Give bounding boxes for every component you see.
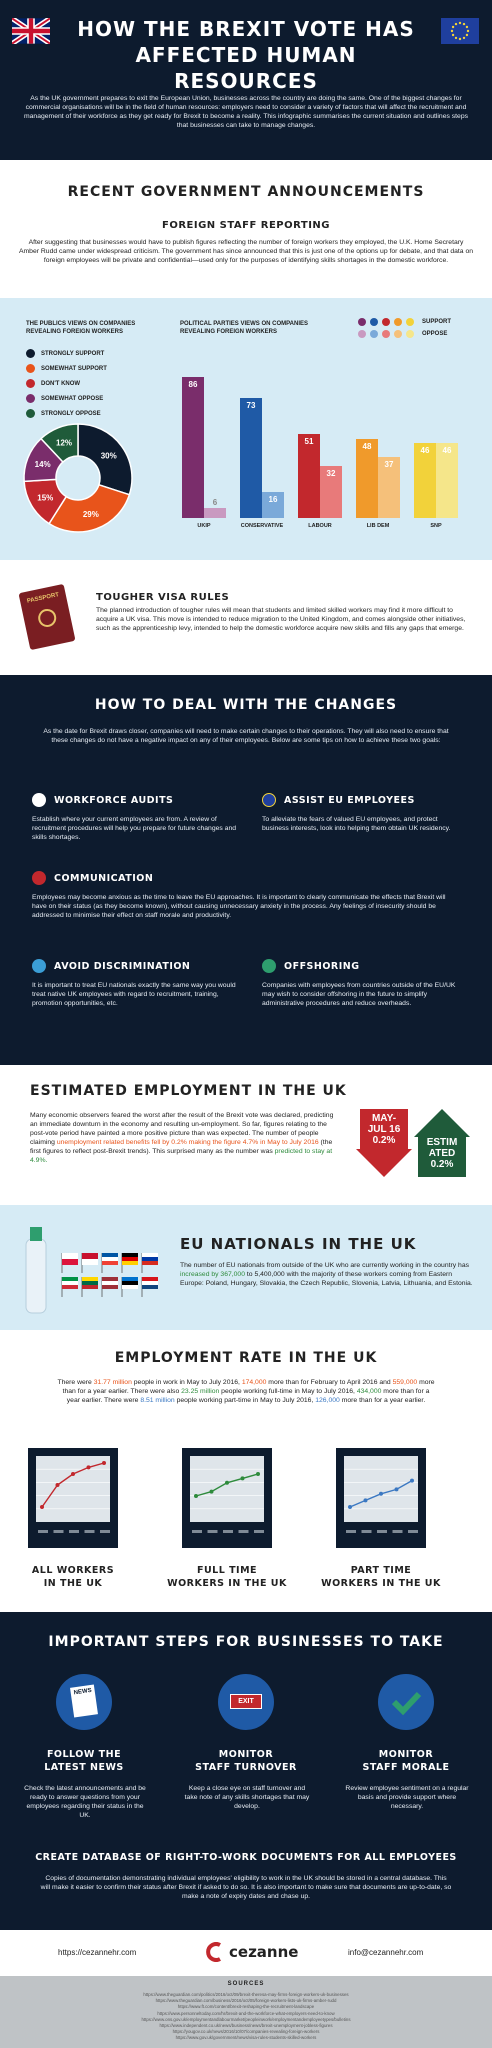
bar-category-label: LABOUR	[308, 523, 332, 529]
tip-avoid-discrimination	[32, 959, 242, 1008]
data-point	[241, 1476, 245, 1480]
bar-group	[354, 354, 412, 529]
flag-stripe	[102, 1257, 118, 1261]
flag-stripe	[122, 1261, 138, 1265]
source-link[interactable]: https://www.ons.gov.uk/employmentandlabourmarket/peopleinwork/employmentandemployeetypes/bulletins	[141, 2016, 351, 2022]
chart-caption: FULL TIME	[196, 1565, 258, 1576]
bar-category-label: SNP	[430, 523, 442, 529]
flag-stripe	[62, 1285, 78, 1289]
data-point	[410, 1479, 414, 1483]
bar-value-label: 86	[188, 379, 198, 389]
data-point	[87, 1465, 91, 1469]
section-title: RECENT GOVERNMENT ANNOUNCEMENTS	[67, 184, 425, 200]
data-point	[395, 1487, 399, 1491]
tick-mark	[254, 1530, 264, 1533]
bar-value-label: 51	[304, 437, 314, 447]
bottle-cap	[30, 1227, 42, 1241]
bar-support	[356, 439, 378, 518]
pie-chart	[22, 422, 134, 534]
legend-dot	[394, 330, 402, 338]
legend-swatch	[26, 394, 35, 403]
flag-stripe	[122, 1257, 138, 1261]
section-title: ESTIMATED EMPLOYMENT IN THE UK	[30, 1083, 347, 1099]
database-text: Copies of documentation demonstrating individual employees' eligibility to work in the UK should be stored in a central database. This will make it easier to confirm their status after Brexit if asked to do so. It is also important to make sure that documents are up-to-date, so make a note of expiry dates and chase up.	[40, 1875, 452, 1900]
legend-label: SOMEWHAT OPPOSE	[41, 395, 104, 402]
data-point	[71, 1472, 75, 1476]
arrow-value: 0.2%	[372, 1135, 396, 1146]
tip-title: COMMUNICATION	[54, 872, 154, 884]
bar-oppose	[262, 492, 284, 518]
data-point	[256, 1472, 260, 1476]
bar-category-label: LIB DEM	[366, 523, 390, 529]
bar-value-label: 32	[326, 468, 336, 478]
visa-section	[0, 560, 492, 675]
step-text: Keep a close eye on staff turnover and take note of any skills shortages that may develop.	[184, 1785, 310, 1810]
flag-stripe	[82, 1281, 98, 1285]
flag-stripe	[62, 1259, 78, 1265]
passport-label: PASSPORT	[26, 592, 60, 605]
step-title: MONITOR	[218, 1749, 274, 1760]
bar-group	[412, 354, 470, 529]
footer	[0, 1930, 492, 1976]
eu-star	[467, 30, 469, 32]
flag-stripe	[142, 1285, 158, 1289]
flag-stripe	[142, 1257, 158, 1261]
text-part: Many economic observers feared the worst after the result of the Brexit vote was declared, predicting an immediate downturn in the economy and resulting un-employment. So far, figures relating to the post-vote period have painted a more positive picture than was expected. The number of people claiming	[30, 1112, 334, 1146]
email-link[interactable]: info@cezannehr.com	[348, 1948, 424, 1957]
exit-icon	[218, 1674, 274, 1730]
tick-mark	[85, 1530, 95, 1533]
up-arrow-icon	[414, 1109, 470, 1177]
sources-list	[40, 1992, 452, 2042]
chart-caption: IN THE UK	[43, 1578, 103, 1589]
rate-text: There were 31.77 million people in work in May to July 2016, 174,000 more than for February to April 2016 and 559,000 more than for a year earlier. There were also 23.25 million people working full-time in May to July 2016, 434,000 more than for a year earlier. There were 8.51 million people working part-time in May to July 2016, 126,000 more than for a year earlier.	[57, 1379, 435, 1404]
employment-rate-section	[0, 1330, 492, 1612]
pie-slice-label: 12%	[56, 438, 73, 448]
eu-star	[466, 34, 468, 36]
data-point	[364, 1498, 368, 1502]
foreign-staff-text: After suggesting that businesses would have to publish figures reflecting the number of foreign workers they employed, the U.K. Home Secretary Amber Rudd came under widespread criticism. The government has since announced that this is just one of the options up for debate, and that data on foreign employees will be private and confidential—used only for the purposes of identifying skills shortages in the domestic workforce.	[18, 239, 474, 264]
bar-chart	[180, 350, 470, 529]
eu-text	[180, 1261, 474, 1288]
down-arrow-icon	[356, 1109, 412, 1177]
arrow-label: MAY-	[371, 1113, 397, 1124]
legend-swatch	[26, 364, 35, 373]
bar-support	[414, 443, 436, 518]
flag-stripe	[142, 1261, 158, 1265]
pie-slice-label: 29%	[82, 509, 99, 519]
legend-swatch	[26, 349, 35, 358]
eu-star	[463, 23, 465, 25]
tip-text: Establish where your current employees are from. A review of recruitment procedures will help you prepare for future changes and skills shortages.	[32, 816, 237, 841]
tip-title: AVOID DISCRIMINATION	[54, 960, 191, 972]
changes-section	[0, 675, 492, 1065]
source-link[interactable]: https://www.independent.co.uk/news/business/news/brexit-unemployment-jobless-figures	[159, 2023, 333, 2029]
globe-icon	[262, 959, 276, 973]
pie-chart-title: THE PUBLICS VIEWS ON COMPANIES REVEALING FOREIGN WORKERS	[26, 321, 136, 335]
bar-group	[180, 354, 238, 529]
legend-dot	[394, 318, 402, 326]
text-part: to 5,400,000 with the majority of these workers coming from Eastern Europe: Poland, Hungary, Slovakia, the Czech Republic, Slovenia, Latvia, Lithuania, and Estonia.	[180, 1271, 473, 1287]
legend-swatch	[26, 379, 35, 388]
source-link[interactable]: https://www.theguardian.com/business/2016/oct/05/foreign-workers-lists-uk-firms-amber-rudd	[155, 1998, 337, 2004]
legend-dot	[382, 318, 390, 326]
text-part: The number of EU nationals from outside of the UK who are currently working in the country has	[180, 1262, 470, 1269]
bar-oppose	[320, 466, 342, 518]
tip-offshoring	[262, 959, 462, 1008]
data-point	[225, 1481, 229, 1485]
government-section	[0, 160, 492, 298]
page-title-line2: AFFECTED HUMAN RESOURCES	[135, 43, 357, 93]
tick-mark	[239, 1530, 249, 1533]
step-text: Check the latest announcements and be ready to answer questions from your employees regarding their status in the UK.	[24, 1785, 146, 1819]
section-title: EU NATIONALS IN THE UK	[180, 1235, 417, 1253]
check-icon	[378, 1674, 434, 1730]
legend-dot	[406, 318, 414, 326]
highlight-green: predicted to stay at 4.9%.	[30, 1148, 333, 1164]
bar-category-label: CONSERVATIVE	[240, 523, 284, 529]
flag-stripe	[102, 1281, 118, 1285]
legend-label: DON'T KNOW	[41, 380, 81, 387]
flag-stripe	[122, 1281, 138, 1285]
line-chart-all	[28, 1448, 118, 1548]
changes-intro: As the date for Brexit draws closer, companies will need to make certain changes to their operations. They will also need to ensure that these changes do not have a negative impact on any of their employees. Below are some tips on how to achieve these two goals:	[43, 728, 449, 744]
data-point	[210, 1490, 214, 1494]
eu-star	[463, 37, 465, 39]
legend-oppose-label: OPPOSE	[422, 331, 448, 337]
tip-assist-eu	[262, 793, 462, 833]
tick-mark	[362, 1530, 372, 1533]
pie-slice-label: 15%	[37, 493, 54, 503]
step-title: FOLLOW THE	[46, 1749, 122, 1760]
flag-stripe	[142, 1277, 158, 1281]
eu-star	[455, 23, 457, 25]
flag-stripe	[122, 1277, 138, 1281]
legend-label: SOMEWHAT SUPPORT	[41, 365, 107, 372]
arrow-label: ESTIM	[426, 1137, 458, 1148]
legend-dot	[406, 330, 414, 338]
bar-oppose	[204, 498, 226, 518]
step-title: MONITOR	[378, 1749, 434, 1760]
subsection-title: FOREIGN STAFF REPORTING	[161, 220, 330, 231]
line-chart-parttime	[336, 1448, 426, 1548]
data-point	[194, 1494, 198, 1498]
highlight-red: unemployment related benefits fell by 0.2% making the figure 4.7% in May to July 2016	[56, 1139, 319, 1146]
flag-stripe	[122, 1285, 138, 1289]
chart-caption: WORKERS IN THE UK	[167, 1578, 287, 1589]
tip-communication	[32, 871, 462, 920]
bar-oppose	[436, 443, 458, 518]
eu-star	[455, 37, 457, 39]
chart-plot-area	[36, 1456, 110, 1522]
bar-value-label: 37	[384, 460, 394, 470]
bar-group	[296, 354, 354, 529]
scale-icon	[32, 959, 46, 973]
bar-value-label: 46	[420, 445, 430, 455]
flag-stripe	[102, 1285, 118, 1289]
eu-star	[466, 26, 468, 28]
flag-stripe	[102, 1277, 118, 1281]
legend-dot	[370, 330, 378, 338]
visa-title: TOUGHER VISA RULES	[96, 592, 230, 603]
chart-plot-area	[190, 1456, 264, 1522]
highlight-green: increased by 367,000	[180, 1271, 245, 1278]
chart-caption: WORKERS IN THE UK	[321, 1578, 441, 1589]
eu-flag-icon	[441, 18, 479, 44]
bar-support	[298, 434, 320, 518]
bar-value-label: 6	[212, 498, 218, 508]
step-text: Review employee sentiment on a regular basis and provide support where necessary.	[345, 1785, 469, 1810]
data-point	[379, 1492, 383, 1496]
tip-title: WORKFORCE AUDITS	[54, 794, 174, 806]
sources-section	[0, 1976, 492, 2048]
header	[0, 0, 492, 160]
bar-value-label: 73	[246, 401, 256, 411]
bar-value-label: 46	[442, 445, 452, 455]
legend-dot	[358, 330, 366, 338]
uk-flag-icon	[12, 18, 50, 44]
tick-mark	[346, 1530, 356, 1533]
tick-mark	[377, 1530, 387, 1533]
step-title: LATEST NEWS	[44, 1762, 124, 1773]
source-link[interactable]: https://www.personneltoday.com/hr/brexit-and-the-workforce-what-employers-need-to-know	[157, 2010, 335, 2016]
flag-stripe	[142, 1253, 158, 1257]
bar-support	[240, 398, 262, 518]
bar-legend	[358, 316, 478, 340]
data-point	[348, 1505, 352, 1509]
visa-text: The planned introduction of tougher rules will mean that students and limited skilled workers may find it more difficult to acquire a UK visa. This move is intended to reduce migration to the United Kingdom, and comes alongside other initiatives, such as the apprenticeship levy, intended to help the domestic workforce acquire new skills and fills any gaps that emerge.	[96, 607, 466, 632]
chart-plot-area	[344, 1456, 418, 1522]
tip-title: OFFSHORING	[284, 960, 360, 972]
legend-support-label: SUPPORT	[422, 319, 452, 325]
eu-star	[451, 30, 453, 32]
source-link[interactable]: https://www.theguardian.com/politics/2016/oct/09/brexit-theresa-may-firms-foreign-workers-uk-businesses	[143, 1992, 349, 1997]
bar-value-label: 16	[268, 494, 278, 504]
tick-mark	[393, 1530, 403, 1533]
legend-label: STRONGLY OPPOSE	[41, 410, 101, 417]
flags-bottle-illustration	[22, 1219, 172, 1319]
flag-stripe	[82, 1285, 98, 1289]
data-point	[56, 1483, 60, 1487]
tip-workforce-audits	[32, 793, 242, 842]
passport-icon	[18, 584, 75, 650]
page-title-line1: HOW THE BREXIT VOTE HAS	[77, 17, 415, 41]
source-link[interactable]: https://yougov.co.uk/news/2016/10/07/companies-revealing-foreign-workers	[172, 2029, 320, 2035]
arrow-value: 0.2%	[430, 1159, 454, 1170]
exit-badge: EXIT	[230, 1694, 262, 1709]
tick-mark	[100, 1530, 110, 1533]
flag-stripe	[122, 1253, 138, 1257]
arrow-label: ATED	[428, 1148, 456, 1159]
news-icon	[56, 1674, 112, 1730]
text-part: (the first figures to reflect post-Brexit trends). This surprised many as the number was	[30, 1139, 333, 1155]
eu-nationals-section	[0, 1205, 492, 1330]
employment-text	[30, 1111, 340, 1165]
tip-text: It is important to treat EU nationals exactly the same way you would treat native UK employees with regard to recruitment, training, promotion opportunities, etc.	[32, 982, 236, 1007]
website-link[interactable]: https://cezannehr.com	[58, 1948, 137, 1957]
section-title: EMPLOYMENT RATE IN THE UK	[114, 1350, 378, 1366]
eu-star	[459, 38, 461, 40]
flag-stripe	[102, 1253, 118, 1257]
flag-stripe	[82, 1253, 98, 1259]
cezanne-logo	[206, 1942, 298, 1962]
charts-section	[0, 298, 492, 560]
legend-label: STRONGLY SUPPORT	[41, 350, 105, 357]
data-point	[102, 1461, 106, 1465]
step-title: STAFF MORALE	[362, 1762, 450, 1773]
flag-stripe	[82, 1277, 98, 1281]
tip-text: To alleviate the fears of valued EU employees, and protect business interests, look into helping them obtain UK residency.	[262, 816, 451, 832]
flag-stripe	[62, 1253, 78, 1259]
cezanne-logo-icon	[206, 1942, 226, 1962]
eu-star	[459, 22, 461, 24]
section-title: HOW TO DEAL WITH THE CHANGES	[94, 697, 398, 713]
pie-legend	[26, 346, 166, 421]
line-chart-fulltime	[182, 1448, 272, 1548]
flag-stripe	[102, 1261, 118, 1265]
flag-stripe	[82, 1259, 98, 1265]
tick-mark	[69, 1530, 79, 1533]
clock-icon	[32, 793, 46, 807]
database-title: CREATE DATABASE OF RIGHT-TO-WORK DOCUMENTS FOR ALL EMPLOYEES	[35, 1852, 457, 1863]
logo-text: cezanne	[229, 1943, 299, 1961]
bar-group	[238, 354, 296, 529]
tip-text: Companies with employees from countries outside of the EU/UK may wish to consider offshoring in the future to simplify administrative procedures and reduce overheads.	[262, 982, 456, 1007]
bar-chart-title: POLITICAL PARTIES VIEWS ON COMPANIES REVEALING FOREIGN WORKERS	[180, 321, 309, 335]
tip-title: ASSIST EU EMPLOYEES	[284, 794, 415, 806]
tick-mark	[38, 1530, 48, 1533]
section-title: IMPORTANT STEPS FOR BUSINESSES TO TAKE	[48, 1634, 444, 1650]
tick-mark	[208, 1530, 218, 1533]
eu-star	[452, 34, 454, 36]
legend-dot	[358, 318, 366, 326]
employment-section	[0, 1065, 492, 1205]
bottle-icon	[26, 1239, 46, 1313]
sources-title: SOURCES	[227, 1981, 265, 1987]
chart-caption: PART TIME	[350, 1565, 412, 1576]
bar-support	[182, 377, 204, 518]
pie-slice-label: 30%	[100, 451, 117, 461]
step-title: STAFF TURNOVER	[195, 1762, 297, 1773]
eu-star	[452, 26, 454, 28]
tick-mark	[223, 1530, 233, 1533]
legend-swatch	[26, 409, 35, 418]
news-badge: NEWS	[70, 1684, 98, 1717]
tick-mark	[408, 1530, 418, 1533]
bar-value-label: 48	[362, 442, 372, 452]
data-point	[40, 1505, 44, 1509]
source-link[interactable]: https://www.gov.uk/government/news/visa-rules-students-skilled-workers	[175, 2035, 317, 2041]
steps-section	[0, 1612, 492, 1930]
legend-dot	[382, 330, 390, 338]
chat-icon	[32, 871, 46, 885]
tick-mark	[54, 1530, 64, 1533]
arrow-label: JUL 16	[367, 1124, 401, 1135]
flag-stripe	[62, 1277, 78, 1281]
bar-oppose	[378, 457, 400, 518]
tick-mark	[192, 1530, 202, 1533]
intro-text: As the UK government prepares to exit the European Union, businesses across the country are doing the same. One of the biggest changes for commercial organisations will be in the field of human resources: employers need to consider a variety of factors that will affect the recruitment and management of their workforce as they get ready for Brexit to become a reality. This infographic summarises the current situation and outlines steps that businesses can take to manage changes.	[23, 95, 469, 129]
chart-caption: ALL WORKERS	[31, 1565, 115, 1576]
pie-slice-label: 14%	[34, 460, 51, 470]
eu-stars-icon	[262, 793, 276, 807]
flag-stripe	[62, 1281, 78, 1285]
legend-dot	[370, 318, 378, 326]
bar-category-label: UKIP	[197, 523, 211, 529]
tip-text: Employees may become anxious as the time to leave the EU approaches. It is important to clearly communicate the effects that Brexit will have on their status (as they become known), without causing unnecessary anxiety in the process. Any feelings of insecurity should be addressed to minimise their effect on staff morale and productivity.	[32, 894, 446, 919]
flag-stripe	[142, 1281, 158, 1285]
source-link[interactable]: https://www.ft.com/content/brexit-reshaping-the-recruitment-landscape	[177, 2004, 315, 2010]
